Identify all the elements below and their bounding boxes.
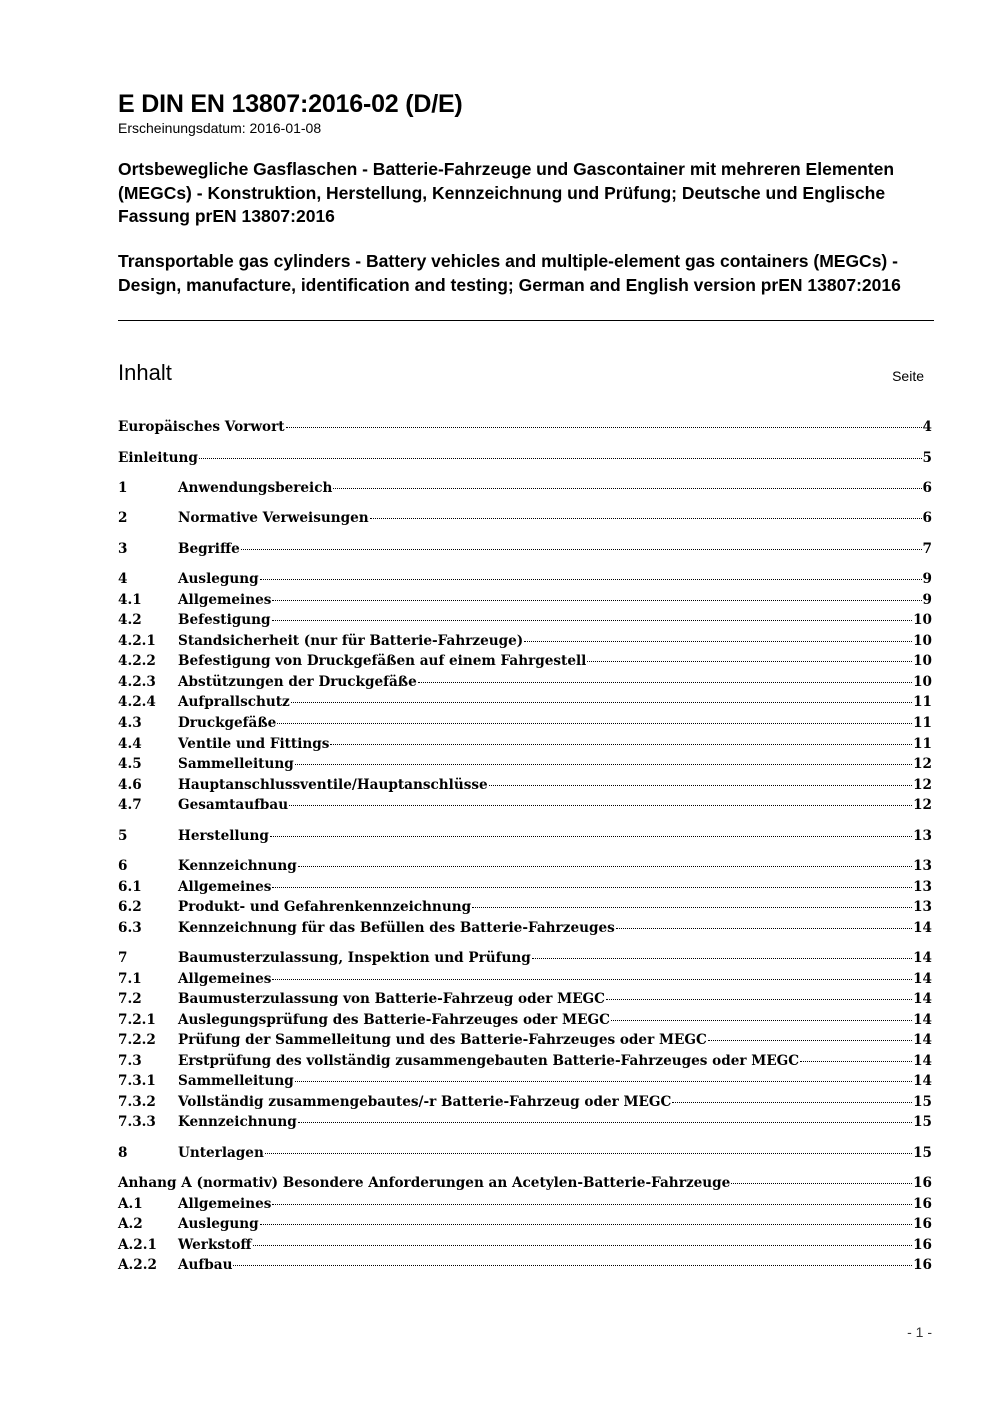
toc-dot-leader (272, 887, 912, 888)
toc-entry-number: 7.3.3 (118, 1114, 156, 1130)
toc-entry[interactable] (118, 509, 932, 528)
toc-entry-title: Produkt- und Gefahrenkennzeichnung (178, 899, 472, 915)
toc-entry-number: 4 (118, 571, 128, 587)
toc-dot-leader (260, 1224, 912, 1225)
toc-entry-page: 9 (922, 571, 932, 587)
toc-entry-page: 14 (913, 1032, 932, 1048)
toc-entry[interactable] (118, 919, 932, 938)
toc-entry-number: 4.2.1 (118, 633, 156, 649)
toc-dot-leader (233, 1265, 912, 1266)
toc-entry-title: Auslegung (178, 1216, 259, 1232)
toc-dot-leader (616, 928, 912, 929)
toc-entry-number: 2 (118, 510, 128, 526)
toc-entry-title: Ventile und Fittings (178, 736, 330, 752)
toc-entry[interactable] (118, 1072, 932, 1091)
toc-entry[interactable] (118, 970, 932, 989)
toc-entry[interactable] (118, 652, 932, 671)
toc-entry-title: Hauptanschlussventile/Hauptanschlüsse (178, 777, 488, 793)
toc-dot-leader (253, 1245, 913, 1246)
toc-dot-leader (606, 999, 912, 1000)
toc-entry-page: 11 (913, 736, 932, 752)
toc-dot-leader (291, 702, 912, 703)
toc-dot-leader (330, 744, 912, 745)
toc-entry[interactable] (118, 1174, 932, 1193)
toc-entry-number: 6.3 (118, 920, 142, 936)
toc-entry[interactable] (118, 570, 932, 589)
toc-entry-title: Abstützungen der Druckgefäße (178, 674, 417, 690)
toc-entry-page: 6 (922, 510, 932, 526)
toc-dot-leader (672, 1102, 912, 1103)
toc-entry-page: 14 (913, 1073, 932, 1089)
toc-entry-page: 14 (913, 920, 932, 936)
toc-entry-number: 4.1 (118, 592, 142, 608)
page-number: - 1 - (907, 1324, 932, 1340)
toc-entry-number: 6.2 (118, 899, 142, 915)
toc-entry-number: 4.6 (118, 777, 142, 793)
toc-dot-leader (199, 458, 922, 459)
toc-entry-page: 4 (922, 419, 932, 435)
toc-entry-page: 7 (922, 541, 932, 557)
toc-entry-title: Vollständig zusammengebautes/-r Batterie-Fahrzeug oder MEGC (178, 1094, 672, 1110)
toc-entry[interactable] (118, 1031, 932, 1050)
toc-entry-title: Anwendungsbereich (178, 480, 333, 496)
toc-entry[interactable] (118, 632, 932, 651)
toc-dot-leader (272, 979, 912, 980)
toc-entry-page: 11 (913, 694, 932, 710)
toc-entry[interactable] (118, 755, 932, 774)
toc-dot-leader (587, 661, 912, 662)
toc-entry[interactable] (118, 898, 932, 917)
toc-entry-number: 4.7 (118, 797, 142, 813)
toc-entry-title: Prüfung der Sammelleitung und des Batterie-Fahrzeuges oder MEGC (178, 1032, 707, 1048)
toc-entry-title: Gesamtaufbau (178, 797, 289, 813)
toc-dot-leader (241, 549, 922, 550)
toc-entry-number: 7.1 (118, 971, 142, 987)
toc-entry-number: 7.2.1 (118, 1012, 156, 1028)
toc-dot-leader (708, 1040, 912, 1041)
toc-dot-leader (289, 805, 912, 806)
toc-entry-page: 14 (913, 971, 932, 987)
toc-entry[interactable] (118, 1236, 932, 1255)
toc-dot-leader (418, 682, 912, 683)
toc-entry[interactable] (118, 878, 932, 897)
toc-entry-number: 7.3 (118, 1053, 142, 1069)
toc-entry[interactable] (118, 714, 932, 733)
toc-entry-title: Kennzeichnung für das Befüllen des Batterie-Fahrzeuges (178, 920, 615, 936)
toc-entry-title: Erstprüfung des vollständig zusammengebauten Batterie-Fahrzeuges oder MEGC (178, 1053, 800, 1069)
toc-page-column-label: Seite (892, 368, 924, 384)
toc-entry-page: 16 (913, 1175, 932, 1191)
toc-dot-leader (277, 723, 912, 724)
toc-entry-title: Europäisches Vorwort (118, 419, 285, 435)
toc-entry-title: Allgemeines (178, 879, 272, 895)
toc-entry-title: Sammelleitung (178, 756, 294, 772)
title-german: Ortsbewegliche Gasflaschen - Batterie-Fahrzeuge und Gascontainer mit mehreren Elementen (MEGCs) - Konstruktion, Herstellung, Kennzeichnung und Prüfung; Deutsche und Englische Fassung prEN 13807:2016 (118, 159, 895, 226)
toc-dot-leader (472, 907, 912, 908)
toc-entry-title: Allgemeines (178, 971, 272, 987)
toc-entry-page: 12 (913, 797, 932, 813)
toc-entry-number: 7 (118, 950, 128, 966)
toc-dot-leader (260, 579, 922, 580)
toc-dot-leader (272, 1204, 912, 1205)
toc-entry-title: Normative Verweisungen (178, 510, 369, 526)
toc-entry[interactable] (118, 1093, 932, 1112)
toc-dot-leader (272, 600, 921, 601)
toc-entry-title: Begriffe (178, 541, 240, 557)
document-id: E DIN EN 13807:2016-02 (D/E) (118, 90, 463, 118)
toc-entry[interactable] (118, 735, 932, 754)
toc-entry[interactable] (118, 611, 932, 630)
toc-dot-leader (333, 488, 921, 489)
toc-entry[interactable] (118, 449, 932, 468)
toc-entry-title: Auslegungsprüfung des Batterie-Fahrzeuges oder MEGC (178, 1012, 610, 1028)
toc-entry[interactable] (118, 827, 932, 846)
toc-entry[interactable] (118, 673, 932, 692)
toc-entry[interactable] (118, 1144, 932, 1163)
toc-entry-page: 14 (913, 950, 932, 966)
toc-entry-page: 14 (913, 991, 932, 1007)
toc-entry-number: 7.3.2 (118, 1094, 156, 1110)
toc-dot-leader (272, 620, 913, 621)
toc-dot-leader (532, 958, 912, 959)
toc-entry-title: Druckgefäße (178, 715, 277, 731)
toc-entry-number: 8 (118, 1145, 128, 1161)
toc-entry[interactable] (118, 540, 932, 559)
toc-entry-page: 16 (913, 1237, 932, 1253)
toc-entry-title: Kennzeichnung (178, 858, 297, 874)
toc-entry[interactable] (118, 796, 932, 815)
toc-entry-title: Baumusterzulassung von Batterie-Fahrzeug oder MEGC (178, 991, 605, 1007)
toc-entry-title: Baumusterzulassung, Inspektion und Prüfung (178, 950, 531, 966)
toc-entry-title: Kennzeichnung (178, 1114, 297, 1130)
toc-entry[interactable] (118, 990, 932, 1009)
toc-entry-page: 13 (913, 879, 932, 895)
toc-entry-number: 4.2.2 (118, 653, 156, 669)
toc-entry-number: A.1 (118, 1196, 143, 1212)
toc-entry-page: 16 (913, 1196, 932, 1212)
toc-entry-page: 11 (913, 715, 932, 731)
toc-entry[interactable] (118, 418, 932, 437)
toc-entry[interactable] (118, 693, 932, 712)
toc-entry-number: A.2.2 (118, 1257, 157, 1273)
toc-entry-title: Einleitung (118, 450, 198, 466)
toc-entry-page: 13 (913, 828, 932, 844)
toc-entry-page: 16 (913, 1257, 932, 1273)
toc-entry-title: Standsicherheit (nur für Batterie-Fahrzeuge) (178, 633, 524, 649)
toc-entry-number: 4.2.4 (118, 694, 156, 710)
toc-entry-title: Sammelleitung (178, 1073, 294, 1089)
toc-entry-number: 5 (118, 828, 128, 844)
toc-dot-leader (270, 836, 912, 837)
toc-entry[interactable] (118, 857, 932, 876)
toc-entry-number: 4.4 (118, 736, 142, 752)
toc-dot-leader (298, 1122, 912, 1123)
toc-entry-title: Auslegung (178, 571, 259, 587)
toc-entry-title: Befestigung (178, 612, 271, 628)
toc-entry-page: 14 (913, 1053, 932, 1069)
toc-entry[interactable] (118, 776, 932, 795)
toc-entry-title: Herstellung (178, 828, 269, 844)
toc-entry-number: 4.2 (118, 612, 142, 628)
toc-entry-title: Allgemeines (178, 592, 272, 608)
toc-dot-leader (298, 866, 912, 867)
toc-entry-title: Aufprallschutz (178, 694, 290, 710)
toc-dot-leader (611, 1020, 912, 1021)
toc-dot-leader (286, 427, 922, 428)
toc-entry-page: 15 (913, 1094, 932, 1110)
toc-dot-leader (265, 1153, 912, 1154)
toc-entry-page: 9 (922, 592, 932, 608)
toc-entry-page: 14 (913, 1012, 932, 1028)
toc-dot-leader (800, 1061, 912, 1062)
toc-entry-number: 6.1 (118, 879, 142, 895)
toc-entry-page: 15 (913, 1114, 932, 1130)
toc-entry[interactable] (118, 1215, 932, 1234)
toc-entry[interactable] (118, 1113, 932, 1132)
toc-entry-title: Anhang A (normativ) Besondere Anforderungen an Acetylen-Batterie-Fahrzeuge (118, 1175, 731, 1191)
toc-entry-page: 12 (913, 756, 932, 772)
toc-entry-title: Unterlagen (178, 1145, 264, 1161)
toc-entry-page: 16 (913, 1216, 932, 1232)
toc-entry-page: 15 (913, 1145, 932, 1161)
toc-entry[interactable] (118, 1195, 932, 1214)
toc-entry-title: Werkstoff (178, 1237, 252, 1253)
toc-entry-title: Aufbau (178, 1257, 233, 1273)
toc-dot-leader (731, 1183, 912, 1184)
toc-entry-page: 5 (922, 450, 932, 466)
toc-entry-number: 4.5 (118, 756, 142, 772)
toc-entry[interactable] (118, 1256, 932, 1275)
toc-entry[interactable] (118, 479, 932, 498)
toc-dot-leader (489, 785, 912, 786)
toc-entry-number: 4.3 (118, 715, 142, 731)
toc-dot-leader (295, 764, 912, 765)
toc-entry-number: 4.2.3 (118, 674, 156, 690)
toc-entry-page: 6 (922, 480, 932, 496)
toc-entry-title: Allgemeines (178, 1196, 272, 1212)
toc-heading: Inhalt (118, 360, 172, 385)
toc-entry-number: 7.3.1 (118, 1073, 156, 1089)
toc-entry-page: 13 (913, 899, 932, 915)
toc-entry-page: 10 (913, 674, 932, 690)
toc-dot-leader (295, 1081, 912, 1082)
toc-entry-page: 13 (913, 858, 932, 874)
toc-entry[interactable] (118, 949, 932, 968)
toc-entry[interactable] (118, 1052, 932, 1071)
toc-entry[interactable] (118, 1011, 932, 1030)
toc-entry-title: Befestigung von Druckgefäßen auf einem Fahrgestell (178, 653, 587, 669)
publication-date: Erscheinungsdatum: 2016-01-08 (118, 120, 322, 136)
toc-entry-page: 10 (913, 612, 932, 628)
toc-entry-number: 3 (118, 541, 128, 557)
toc-entry[interactable] (118, 591, 932, 610)
toc-entry-number: 6 (118, 858, 128, 874)
toc-entry-page: 10 (913, 653, 932, 669)
toc-entry-number: 1 (118, 480, 128, 496)
toc-entry-number: A.2.1 (118, 1237, 157, 1253)
toc-dot-leader (370, 518, 922, 519)
toc-dot-leader (524, 641, 912, 642)
toc-entry-page: 10 (913, 633, 932, 649)
toc-entry-page: 12 (913, 777, 932, 793)
title-english: Transportable gas cylinders - Battery vehicles and multiple-element gas containers (MEGCs) - Design, manufacture, identification and testing; German and English version prEN 13807:2016 (118, 251, 901, 295)
toc-entry-number: 7.2.2 (118, 1032, 156, 1048)
toc-entry-number: A.2 (118, 1216, 143, 1232)
title-divider (118, 320, 934, 321)
toc-entry-number: 7.2 (118, 991, 142, 1007)
